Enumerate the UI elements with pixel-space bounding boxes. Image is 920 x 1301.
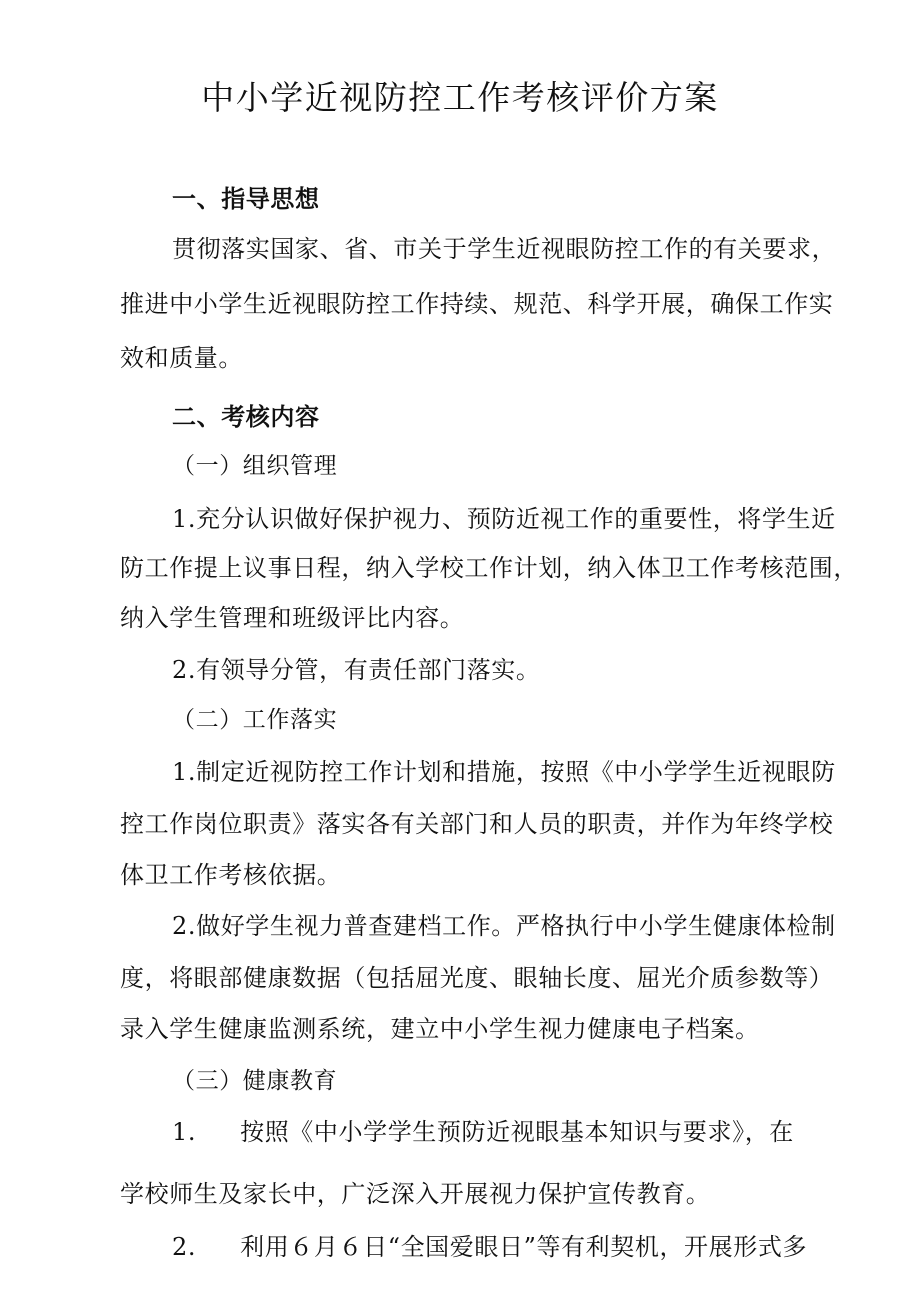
paragraph-line: 纳入学生管理和班级评比内容。 bbox=[120, 604, 465, 632]
subsection-title-work-implementation: （二）工作落实 bbox=[172, 707, 338, 733]
paragraph-line: 推进中小学生近视眼防控工作持续、规范、科学开展，确保工作实 bbox=[120, 290, 834, 318]
page-title: 中小学近视防控工作考核评价方案 bbox=[201, 78, 719, 117]
list-number: 1. bbox=[172, 1118, 197, 1146]
subsection-title-health-education: （三）健康教育 bbox=[172, 1068, 338, 1094]
paragraph-line: 效和质量。 bbox=[120, 344, 243, 372]
paragraph-line bbox=[172, 1117, 794, 1147]
paragraph-line: 学校师生及家长中，广泛深入开展视力保护宣传教育。 bbox=[120, 1180, 711, 1208]
paragraph-line: 1.制定近视防控工作计划和措施，按照《中小学学生近视眼防 bbox=[172, 758, 836, 786]
paragraph-line: 2.做好学生视力普查建档工作。严格执行中小学生健康体检制 bbox=[172, 912, 836, 940]
paragraph-line: 1.充分认识做好保护视力、预防近视工作的重要性，将学生近 bbox=[172, 505, 836, 533]
paragraph-line: 录入学生健康监测系统，建立中小学生视力健康电子档案。 bbox=[120, 1015, 760, 1043]
paragraph-line bbox=[172, 1232, 807, 1262]
section-heading-guiding-ideology: 一、指导思想 bbox=[172, 185, 320, 213]
paragraph-line: 防工作提上议事日程，纳入学校工作计划，纳入体卫工作考核范围， bbox=[120, 554, 858, 582]
list-item-text: 利用６月６日“全国爱眼日”等有利契机，开展形式多 bbox=[240, 1233, 808, 1261]
list-item-text: 按照《中小学学生预防近视眼基本知识与要求》，在 bbox=[240, 1118, 794, 1146]
list-number: 2. bbox=[172, 1233, 197, 1261]
paragraph-line: 2.有领导分管，有责任部门落实。 bbox=[172, 656, 541, 684]
paragraph-line: 贯彻落实国家、省、市关于学生近视眼防控工作的有关要求， bbox=[172, 235, 837, 263]
subsection-title-organization: （一）组织管理 bbox=[172, 453, 338, 479]
section-heading-assessment-content: 二、考核内容 bbox=[172, 403, 320, 431]
paragraph-line: 度，将眼部健康数据（包括屈光度、眼轴长度、屈光介质参数等） bbox=[120, 964, 834, 992]
paragraph-line: 控工作岗位职责》落实各有关部门和人员的职责，并作为年终学校 bbox=[120, 810, 834, 838]
paragraph-line: 体卫工作考核依据。 bbox=[120, 861, 342, 889]
